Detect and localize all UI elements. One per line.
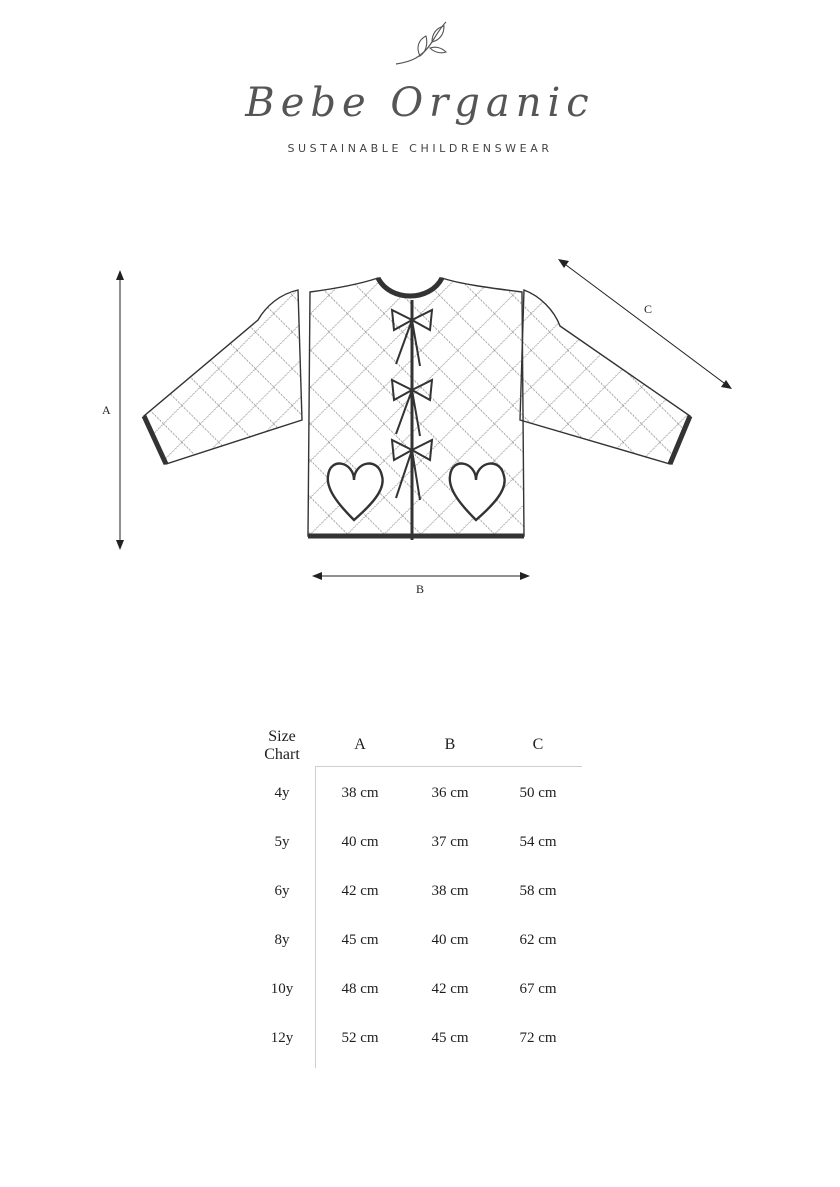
a-cell: 38 cm [341, 785, 379, 801]
table-divider-vertical [315, 766, 316, 1068]
c-cell: 67 cm [519, 981, 557, 997]
dimension-b-arrow [312, 572, 530, 580]
dimension-b-label: B [416, 582, 425, 596]
column-header-c: C [532, 736, 544, 753]
a-cell: 42 cm [341, 883, 379, 899]
size-cell: 10y [270, 981, 294, 997]
c-cell: 54 cm [519, 834, 557, 850]
column-header-a: A [354, 736, 366, 753]
b-cell: 38 cm [431, 883, 469, 899]
a-cell: 40 cm [341, 834, 379, 850]
c-cell: 62 cm [519, 932, 557, 948]
brand-logo [0, 0, 840, 170]
a-cell: 45 cm [341, 932, 379, 948]
leaf-sprig-icon [392, 18, 452, 70]
size-chart-title-line1: Size [268, 728, 296, 745]
dimension-a-arrow [116, 270, 124, 550]
brand-name: Bebe Organic [245, 80, 595, 126]
c-cell: 50 cm [519, 785, 557, 801]
size-chart-title-line2: Chart [264, 746, 300, 763]
column-header-b: B [444, 736, 456, 753]
size-chart-title [252, 728, 312, 764]
size-cell: 8y [274, 932, 290, 948]
table-divider-horizontal [316, 766, 582, 767]
size-cell: 4y [274, 785, 290, 801]
dimension-c-label: C [644, 302, 653, 316]
c-cell: 58 cm [519, 883, 557, 899]
dimension-a-label: A [102, 403, 111, 417]
b-cell: 42 cm [431, 981, 469, 997]
jacket-illustration [90, 240, 770, 620]
b-cell: 36 cm [431, 785, 469, 801]
b-cell: 40 cm [431, 932, 469, 948]
b-cell: 45 cm [431, 1030, 469, 1046]
b-cell: 37 cm [431, 834, 469, 850]
a-cell: 48 cm [341, 981, 379, 997]
c-cell: 72 cm [519, 1030, 557, 1046]
a-cell: 52 cm [341, 1030, 379, 1046]
size-cell: 12y [270, 1030, 294, 1046]
size-cell: 5y [274, 834, 290, 850]
brand-tagline: SUSTAINABLE CHILDRENSWEAR [287, 142, 553, 155]
left-sleeve [144, 290, 302, 464]
right-sleeve [520, 290, 690, 464]
size-cell: 6y [274, 883, 290, 899]
